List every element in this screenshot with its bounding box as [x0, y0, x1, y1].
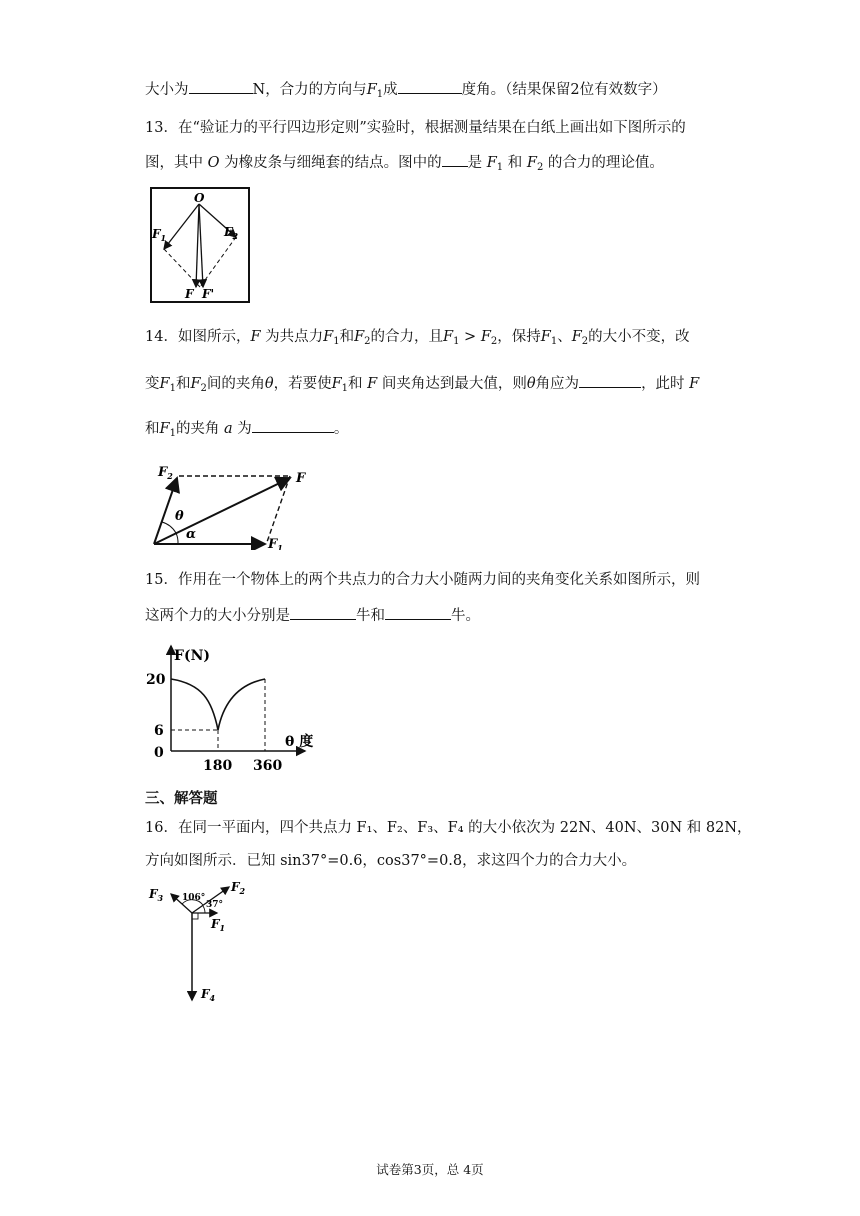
- q14-line2: 变$F_1$和$F_2$间的夹角θ，若要使$F_1$和 F 间夹角达到最大值，则θ角应为 ，此时 F: [145, 372, 699, 399]
- fprime-vector: [199, 204, 203, 287]
- f1-label: $F_1$: [268, 537, 283, 550]
- resultant-curve: [171, 679, 265, 730]
- y-axis-label: F(N): [174, 648, 210, 664]
- q12-tail-line: 大小为 N，合力的方向与$F_1$成 度角。（结果保留2位有效数字）: [145, 78, 667, 105]
- f3-label: $F_3$: [149, 887, 164, 903]
- angle-106-label: 106°: [182, 893, 206, 903]
- q13-line2: 图，其中 O 为橡皮条与细绳套的结点。图中的 是 $F_1$ 和 $F_2$ 的合力的理论值。: [145, 151, 664, 178]
- f1-vector: [164, 204, 199, 249]
- answer-blank[interactable]: [290, 604, 356, 620]
- f2-label: $F_2$: [231, 880, 246, 896]
- answer-blank[interactable]: [579, 372, 641, 388]
- f-label: F: [185, 287, 194, 301]
- f-vector: [196, 204, 199, 287]
- q14-line3: 和$F_1$的夹角 a 为 。: [145, 417, 348, 444]
- f1-label: $F_1$: [211, 917, 226, 933]
- theta-label: θ: [175, 509, 184, 524]
- f2-label: $F_2$: [224, 225, 239, 241]
- q15-line2: 这两个力的大小分别是 牛和 牛。: [145, 604, 480, 626]
- q13-figure: [150, 187, 250, 303]
- q16-line2: 方向如图所示．已知 sin37°=0.6，cos37°=0.8，求这四个力的合力大小。: [145, 853, 637, 869]
- o-label: O: [194, 191, 205, 205]
- q15-line1: 15．作用在一个物体上的两个共点力的合力大小随两力间的夹角变化关系如图所示，则: [145, 572, 700, 588]
- fprime-label: F': [202, 287, 215, 301]
- q13-line1: 13．在“验证力的平行四边形定则”实验时，根据测量结果在白纸上画出如下图所示的: [145, 120, 686, 136]
- f-label: F: [296, 471, 306, 486]
- angle-37-label: 37°: [206, 900, 224, 910]
- x-axis-label: θ 度: [285, 734, 314, 750]
- q16-figure: [145, 880, 265, 1010]
- section-heading: 三、解答题: [145, 790, 218, 807]
- alpha-label: α: [186, 527, 197, 542]
- q14-figure: [150, 458, 320, 550]
- answer-blank[interactable]: [442, 151, 468, 167]
- q16-line1: 16．在同一平面内，四个共点力 F₁、F₂、F₃、F₄ 的大小依次为 22N、40N、30N 和 82N，: [145, 820, 752, 836]
- f4-label: $F_4$: [201, 987, 216, 1003]
- answer-blank[interactable]: [398, 78, 462, 94]
- tick-180: 180: [203, 758, 233, 774]
- page-footer: 试卷第3页，总 4页: [376, 1162, 484, 1177]
- answer-blank[interactable]: [189, 78, 253, 94]
- tick-0: 0: [154, 745, 164, 761]
- tick-360: 360: [253, 758, 283, 774]
- f2-label: $F_2$: [158, 465, 173, 481]
- tick-20: 20: [146, 672, 166, 688]
- q15-graph: [140, 640, 330, 778]
- answer-blank[interactable]: [252, 417, 334, 433]
- f1-label: $F_1$: [152, 227, 167, 243]
- answer-blank[interactable]: [385, 604, 451, 620]
- q14-line1: 14．如图所示，F 为共点力$F_1$和$F_2$的合力，且$F_1 > F_2$，保持$F_1$、$F_2$的大小不变，改: [145, 329, 690, 347]
- tick-6: 6: [154, 723, 164, 739]
